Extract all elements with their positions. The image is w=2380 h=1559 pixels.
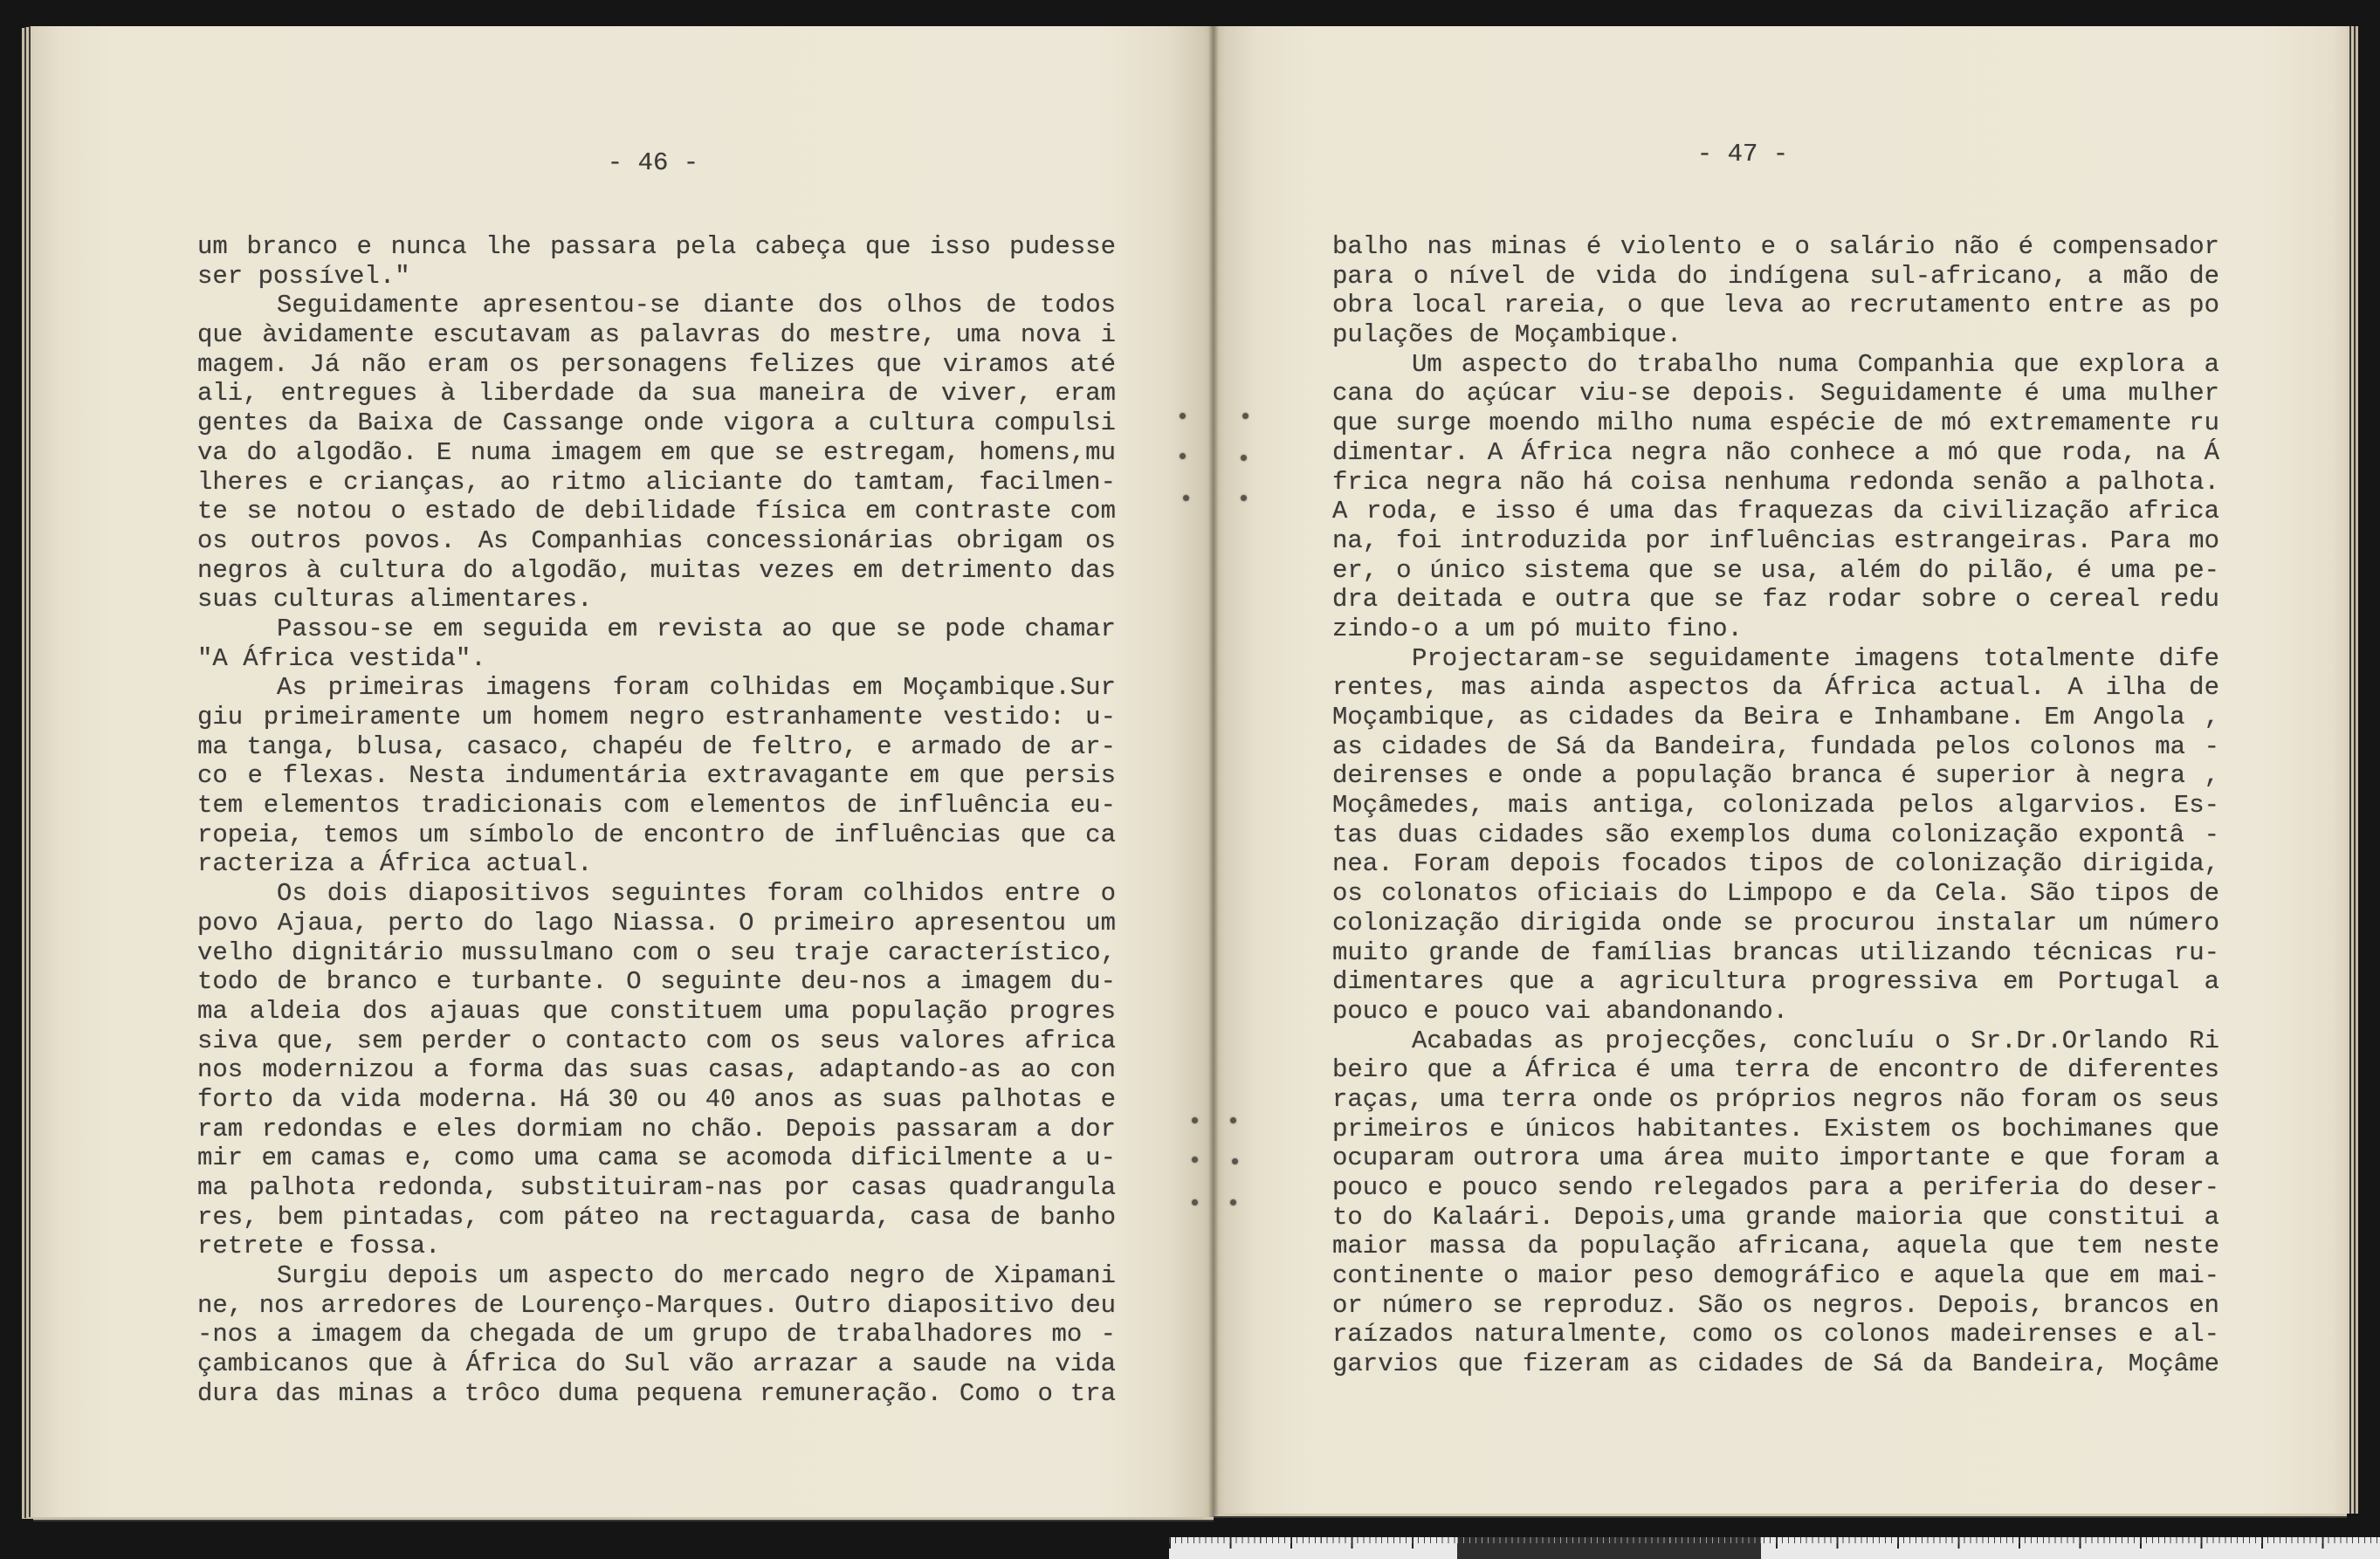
text-line: er, o único sistema que se usa, além do pilão, é uma pe- (1332, 555, 2219, 585)
text-line: va do algodão. E numa imagem em que se estregam, homens,mu (197, 437, 1116, 467)
text-line: os colonatos oficiais do Limpopo e da Cela. São tipos de (1332, 879, 2219, 909)
text-line: pouco e pouco sendo relegados para a periferia do deser- (1332, 1173, 2219, 1202)
text-line: na, foi introduzida por influências estrangeiras. Para mo (1332, 525, 2219, 555)
text-line: velho dignitário mussulmano com o seu traje característico, (197, 937, 1116, 967)
text-line: Projectaram-se seguidamente imagens totalmente dife (1412, 643, 2219, 673)
text-line: dimentar. A África negra não conhece a mó que roda, na Á (1332, 437, 2219, 467)
text-line: racteriza a África actual. (197, 849, 593, 879)
text-line: dura das minas a trôco duma pequena remuneração. Como o tra (197, 1378, 1116, 1408)
paragraph (197, 673, 1116, 879)
text-line: as cidades de Sá da Bandeira, fundada pelos colonos ma - (1332, 731, 2219, 761)
text-line: or número se reproduz. São os negros. Depois, brancos en (1332, 1290, 2219, 1320)
text-column (1332, 232, 2219, 1379)
text-line: te se notou o estado de debilidade física em contraste com (197, 497, 1116, 526)
text-line: Seguidamente apresentou-se diante dos olhos de todos (277, 291, 1116, 320)
text-line: forto da vida moderna. Há 30 ou 40 anos as suas palhotas e (197, 1084, 1116, 1114)
text-line: Passou-se em seguida em revista ao que se pode chamar (277, 614, 1116, 643)
text-line: magem. Já não eram os personagens felizes que viramos até (197, 349, 1116, 379)
book-gutter (1208, 26, 1219, 1517)
text-line: que àvidamente escutavam as palavras do mestre, uma nova i (197, 320, 1116, 350)
text-line: pouco e pouco vai abandonando. (1332, 996, 1789, 1026)
text-line: Os dois diapositivos seguintes foram colhidos entre o (277, 879, 1116, 909)
text-line: As primeiras imagens foram colhidas em Moçambique.Sur (277, 673, 1116, 703)
page-number: - 47 - (1696, 140, 1789, 168)
paragraph (197, 232, 1116, 291)
text-line: Moçambique, as cidades da Beira e Inhambane. Em Angola , (1332, 703, 2219, 731)
text-line: zindo-o a um pó muito fino. (1332, 614, 1743, 643)
text-line: raízados naturalmente, como os colonos madeirenses e al- (1332, 1320, 2219, 1350)
text-line: siva que, sem perder o contacto com os seus valores africa (197, 1026, 1116, 1055)
paragraph (197, 615, 1116, 673)
text-line: çambicanos que à África do Sul vão arrazar a saude na vida (197, 1350, 1116, 1379)
text-line: Acabadas as projecções, concluíu o Sr.Dr.Orlando Ri (1412, 1026, 2219, 1055)
text-line: res, bem pintadas, com páteo na rectaguarda, casa de banho (197, 1202, 1116, 1232)
text-line: gentes da Baixa de Cassange onde vigora a cultura compulsi (197, 409, 1116, 438)
text-line: todo de branco e turbante. O seguinte deu-nos a imagem du- (197, 967, 1116, 997)
text-line: tas duas cidades são exemplos duma colonização expontâ - (1332, 820, 2219, 849)
paragraph (1332, 644, 2219, 1027)
text-line: negros à cultura do algodão, muitas vezes em detrimento das (197, 555, 1116, 585)
text-line: ne, nos arredores de Lourenço-Marques. Outro diapositivo deu (197, 1290, 1116, 1320)
paragraph (1332, 1027, 2219, 1379)
ruler-dark-segment (1457, 1537, 1761, 1559)
text-line: rentes, mas ainda aspectos da África actual. A ilha de (1332, 673, 2219, 703)
text-line: frica negra não há coisa nenhuma redonda senão a palhota. (1332, 467, 2219, 497)
text-line: Um aspecto do trabalho numa Companhia que explora a (1412, 349, 2219, 379)
text-line: ma aldeia dos ajauas que constituem uma população progres (197, 996, 1116, 1026)
text-line: -nos a imagem da chegada de um grupo de trabalhadores mo - (197, 1320, 1116, 1350)
text-line: mir em camas e, como uma cama se acomoda dificilmente a u- (197, 1143, 1116, 1173)
text-line: co e flexas. Nesta indumentária extravagante em que persis (197, 761, 1116, 791)
page-number: - 46 - (607, 148, 699, 177)
text-line: ma tanga, blusa, casaco, chapéu de feltro, e armado de ar- (197, 731, 1116, 761)
text-line: ser possível." (197, 261, 410, 291)
text-line: colonização dirigida onde se procurou instalar um número (1332, 908, 2219, 937)
text-line: giu primeiramente um homem negro estranhamente vestido: u- (197, 703, 1116, 731)
text-line: povo Ajaua, perto do lago Niassa. O primeiro apresentou um (197, 908, 1116, 937)
text-line: para o nível de vida do indígena sul-africano, a mão de (1332, 261, 2219, 291)
text-line: ram redondas e eles dormiam no chão. Depois passaram a dor (197, 1114, 1116, 1143)
text-line: garvios que fizeram as cidades de Sá da Bandeira, Moçâme (1332, 1350, 2219, 1379)
paragraph (197, 879, 1116, 1261)
text-line: tem elementos tradicionais com elementos de influência eu- (197, 791, 1116, 821)
text-line: ropeia, temos um símbolo de encontro de influências que ca (197, 820, 1116, 849)
text-line: primeiros e únicos habitantes. Existem os bochimanes que (1332, 1114, 2219, 1143)
text-line: beiro que a África é uma terra de encontro de diferentes (1332, 1055, 2219, 1085)
text-line: maior massa da população africana, aquela que tem neste (1332, 1232, 2219, 1261)
scale-ruler (1169, 1537, 2380, 1559)
paragraph (197, 1261, 1116, 1408)
paragraph (1332, 232, 2219, 350)
text-line: Surgiu depois um aspecto do mercado negro de Xipamani (277, 1261, 1116, 1291)
text-line: deirenses e onde a população branca é superior à negra , (1332, 761, 2219, 791)
text-line: "A África vestida". (197, 643, 486, 673)
text-line: ma palhota redonda, substituiram-nas por casas quadrangula (197, 1173, 1116, 1202)
text-line: balho nas minas é violento e o salário não é compensador (1332, 232, 2219, 261)
text-line: nos modernizou a forma das suas casas, adaptando-as ao con (197, 1055, 1116, 1085)
paragraph (197, 291, 1116, 615)
paragraph (1332, 350, 2219, 644)
left-page (33, 26, 1214, 1517)
text-line: que surge moendo milho numa espécie de mó extremamente ru (1332, 409, 2219, 438)
text-line: ali, entregues à liberdade da sua maneira de viver, eram (197, 379, 1116, 409)
text-line: suas culturas alimentares. (197, 585, 593, 615)
text-line: lheres e crianças, ao ritmo aliciante do tamtam, facilmen- (197, 467, 1116, 497)
text-line: um branco e nunca lhe passara pela cabeça que isso pudesse (197, 232, 1116, 261)
text-line: os outros povos. As Companhias concessionárias obrigam os (197, 525, 1116, 555)
text-line: nea. Foram depois focados tipos de colonização dirigida, (1332, 849, 2219, 879)
text-line: dimentares que a agricultura progressiva em Portugal a (1332, 967, 2219, 997)
text-line: muito grande de famílias brancas utilizando técnicas ru- (1332, 937, 2219, 967)
text-line: obra local rareia, o que leva ao recrutamento entre as po (1332, 291, 2219, 320)
text-line: continente o maior peso demográfico e aquela que em mai- (1332, 1261, 2219, 1291)
text-line: to do Kalaári. Depois,uma grande maioria que constitui a (1332, 1202, 2219, 1232)
text-line: retrete e fossa. (197, 1232, 441, 1261)
text-line: cana do açúcar viu-se depois. Seguidamente é uma mulher (1332, 379, 2219, 409)
text-line: Moçâmedes, mais antiga, colonizada pelos algarvios. Es- (1332, 791, 2219, 821)
text-line: A roda, e isso é uma das fraquezas da civilização africa (1332, 497, 2219, 526)
text-line: pulações de Moçambique. (1332, 320, 1682, 350)
right-page (1214, 26, 2347, 1514)
text-line: ocuparam outrora uma área muito importante e que foram a (1332, 1143, 2219, 1173)
text-column (197, 232, 1116, 1409)
text-line: raças, uma terra onde os próprios negros não foram os seus (1332, 1084, 2219, 1114)
text-line: dra deitada e outra que se faz rodar sobre o cereal redu (1332, 585, 2219, 615)
